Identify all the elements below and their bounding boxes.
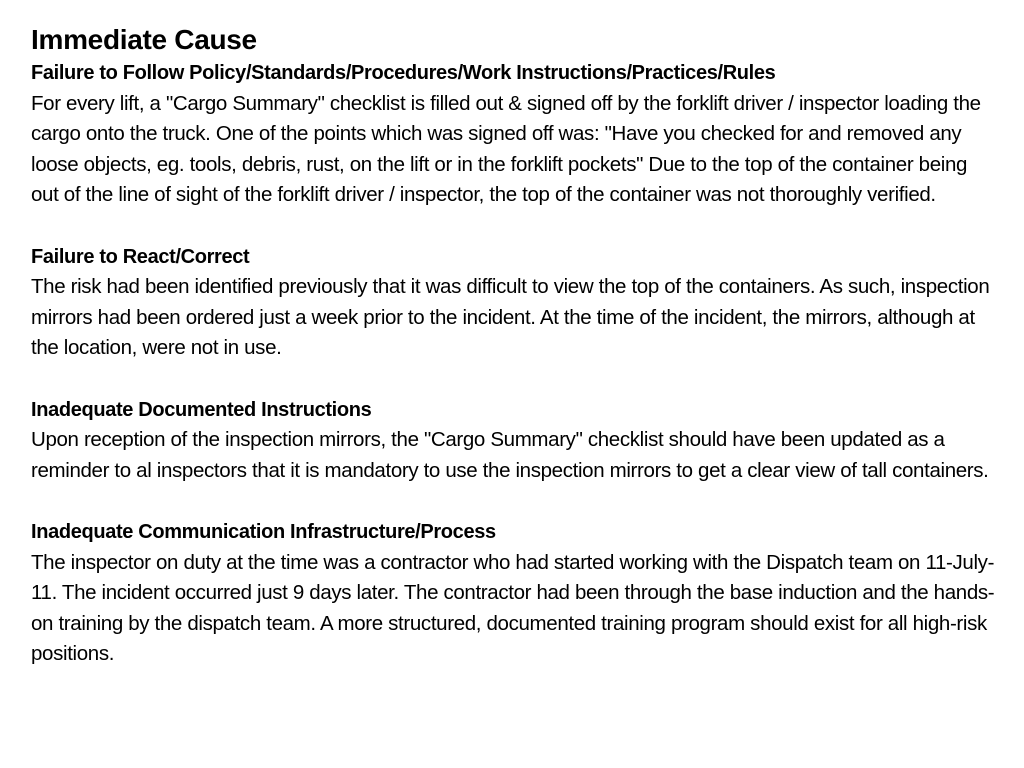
spacer: [31, 486, 996, 517]
spacer: [31, 364, 996, 395]
section-communication-process: [31, 517, 996, 670]
document-page: [31, 22, 996, 670]
section-documented-instructions: [31, 395, 996, 487]
section-body: Upon reception of the inspection mirrors, the "Cargo Summary" checklist should have been updated as a reminder to al inspectors that it is mandatory to use the inspection mirrors to get a clear view of tall containers.: [31, 428, 989, 482]
spacer: [31, 211, 996, 242]
section-heading: Inadequate Documented Instructions: [31, 398, 372, 421]
section-policy-failure: [31, 58, 996, 211]
section-body: The risk had been identified previously that it was difficult to view the top of the containers. As such, inspection mirrors had been ordered just a week prior to the incident. At the time of the incident, the mirrors, although at the location, were not in use.: [31, 275, 990, 360]
section-heading: Failure to React/Correct: [31, 245, 250, 268]
section-heading: Failure to Follow Policy/Standards/Procedures/Work Instructions/Practices/Rules: [31, 62, 776, 84]
page-title: Immediate Cause: [31, 24, 257, 55]
section-body: For every lift, a "Cargo Summary" checklist is filled out & signed off by the forklift driver / inspector loading the cargo onto the truck. One of the points which was signed off was: "Have you checked for and removed any loose objects, eg. tools, debris, rust, on the lift or in the forklift pockets" Due to the top of the container being out of the line of sight of the forklift driver / inspector, the top of the container was not thoroughly verified.: [31, 91, 981, 207]
section-react-correct: [31, 242, 996, 364]
section-heading: Inadequate Communication Infrastructure/Process: [31, 520, 496, 543]
section-body: The inspector on duty at the time was a contractor who had started working with the Dispatch team on 11-July-11. The incident occurred just 9 days later. The contractor had been through the base induction and the hands-on training by the dispatch team. A more structured, documented training program should exist for all high-risk positions.: [31, 550, 995, 666]
